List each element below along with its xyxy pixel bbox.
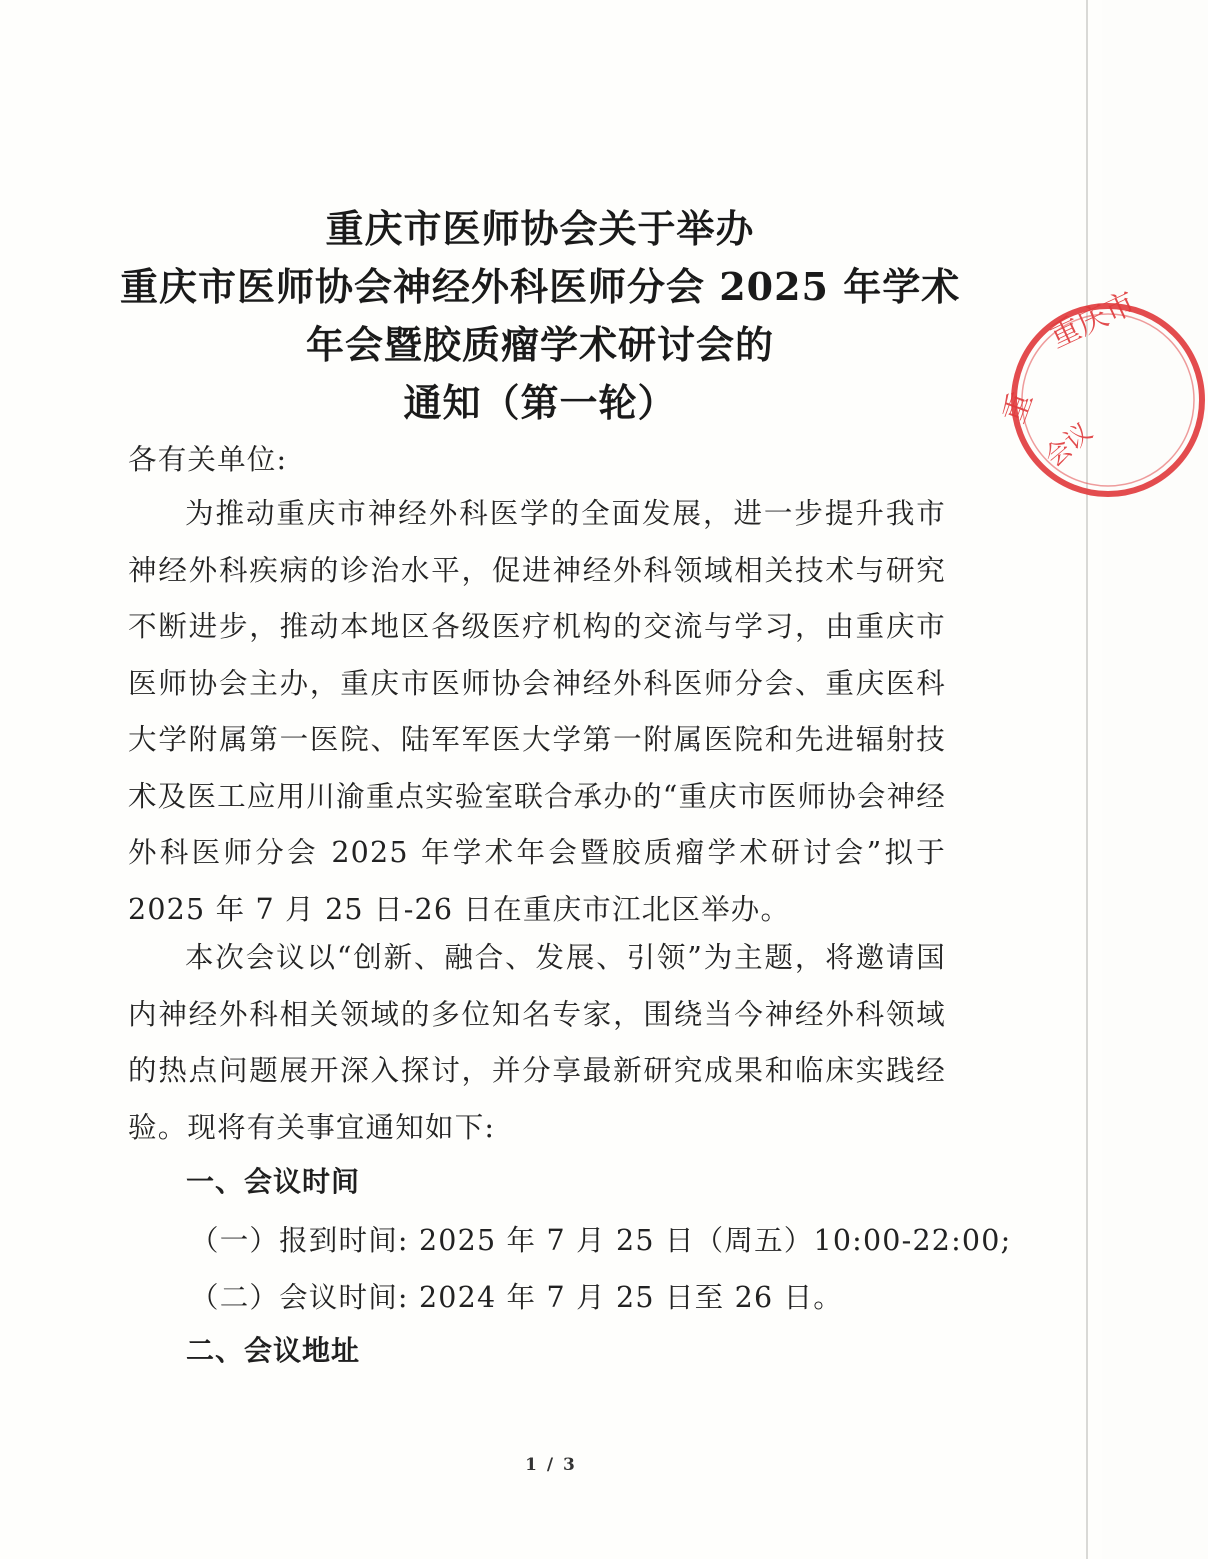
registration-time: （一）报到时间: 2025 年 7 月 25 日（周五）10:00-22:00;: [190, 1224, 1012, 1257]
svg-text:重: 重: [996, 387, 1040, 428]
paragraph-intro: [128, 486, 946, 938]
paragraph-2-text: 本次会议以“创新、融合、发展、引领”为主题，将邀请国内神经外科相关领域的多位知名专家，围绕当今神经外科领域的热点问题展开深入探讨，并分享最新研究成果和临床实践经验。现将有关事宜通知如下:: [128, 941, 946, 1144]
paragraph-1-text: 为推动重庆市神经外科医学的全面发展，进一步提升我市神经外科疾病的诊治水平，促进神经外科领域相关技术与研究不断进步，推动本地区各级医疗机构的交流与学习，由重庆市医师协会主办，重庆市医师协会神经外科医师分会、重庆医科大学附属第一医院、陆军军医大学第一附属医院和先进辐射技术及医工应用川渝重点实验室联合承办的“重庆市医师协会神经外科医师分会 2025 年学术年会暨胶质瘤学术研讨会”拟于 2025 年 7 月 25 日-26 日在重庆市江北区举办。: [128, 497, 946, 926]
title-line-1: 重庆市医师协会关于举办: [325, 206, 755, 251]
svg-text:会议: 会议: [1039, 416, 1099, 474]
paragraph-theme: [128, 930, 946, 1156]
scan-edge-line: [1086, 0, 1088, 1559]
section-heading-meeting-address: 二、会议地址: [186, 1334, 361, 1367]
title-line-4: 通知（第一轮）: [403, 380, 677, 425]
title-line-3: 年会暨胶质瘤学术研讨会的: [305, 322, 774, 367]
greeting: 各有关单位:: [128, 443, 288, 476]
document-title: [120, 200, 960, 432]
official-seal-stamp: [996, 285, 1208, 500]
svg-text:重庆市: 重庆市: [1044, 285, 1141, 356]
page-number: 1 / 3: [525, 1455, 577, 1475]
meeting-time: （二）会议时间: 2024 年 7 月 25 日至 26 日。: [190, 1281, 843, 1314]
section-heading-meeting-time: 一、会议时间: [186, 1165, 361, 1198]
title-line-2: 重庆市医师协会神经外科医师分会 2025 年学术: [120, 264, 961, 309]
